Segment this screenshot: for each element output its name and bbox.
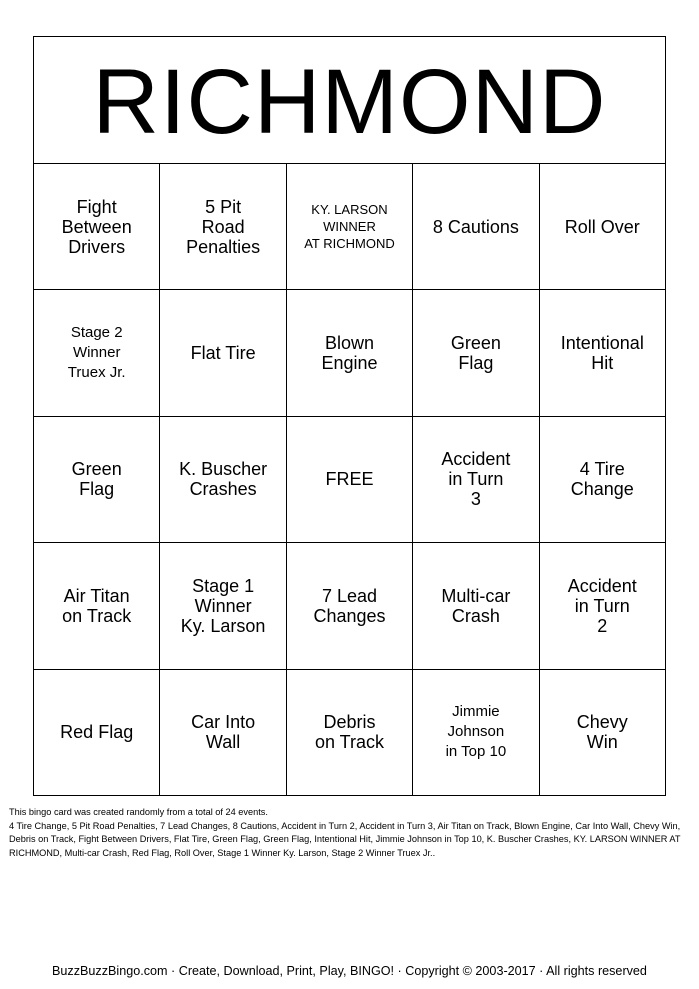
bingo-cell: [34, 164, 160, 290]
bingo-cell-label: KY. LARSON WINNER AT RICHMOND: [304, 202, 395, 252]
bingo-cell: [287, 417, 413, 543]
bingo-cell-label: K. Buscher Crashes: [179, 459, 268, 500]
bingo-cell: [413, 670, 539, 796]
card-note: [9, 806, 685, 860]
bingo-cell: [540, 290, 666, 416]
bingo-cell-label: Multi-car Crash: [441, 585, 511, 626]
bingo-cell: [287, 543, 413, 669]
bingo-cell: [540, 164, 666, 290]
bingo-cell-label: 5 Pit Road Penalties: [186, 196, 261, 257]
bingo-cell: [160, 290, 286, 416]
bingo-cell: [413, 290, 539, 416]
bingo-cell: [413, 417, 539, 543]
bingo-cell-label: 8 Cautions: [432, 216, 519, 237]
bingo-cell-label: 7 Lead Changes: [313, 585, 386, 626]
bingo-cell: [160, 164, 286, 290]
bingo-cell-label: Stage 1 Winner Ky. Larson: [180, 575, 266, 636]
bingo-cell-label: Green Flag: [450, 333, 501, 374]
bingo-cell-label: Blown Engine: [321, 333, 378, 374]
card-title: RICHMOND: [92, 51, 607, 153]
bingo-card: [33, 36, 666, 796]
bingo-cell-label: Intentional Hit: [560, 333, 644, 374]
card-title-box: [33, 36, 666, 164]
bingo-cell: [160, 670, 286, 796]
bingo-cell-label: Roll Over: [564, 216, 640, 237]
bingo-cell-label: Stage 2 Winner Truex Jr.: [67, 324, 126, 382]
bingo-cell: [34, 670, 160, 796]
bingo-cell-label: Car Into Wall: [191, 712, 256, 753]
bingo-cell: [160, 417, 286, 543]
bingo-cell-label: Chevy Win: [576, 712, 628, 753]
bingo-cell-label: Flat Tire: [190, 343, 256, 364]
bingo-grid: [33, 163, 666, 796]
bingo-cell: [34, 417, 160, 543]
bingo-cell-label: Accident in Turn 3: [441, 449, 511, 510]
bingo-cell: [287, 290, 413, 416]
bingo-cell: [34, 543, 160, 669]
bingo-cell-label: Air Titan on Track: [62, 585, 132, 626]
note-events: 4 Tire Change, 5 Pit Road Penalties, 7 Lead Changes, 8 Cautions, Accident in Turn 2, Accident in Turn 3, Air Titan on Track, Blown Engine, Car Into Wall, Chevy Win, Debris on Track, Fight Between Drivers, Flat Tire, Green Flag, Green Flag, Intentional Hit, Jimmie Johnson in Top 10, K. Buscher Crashes, KY. LARSON WINNER AT RICHMOND, Multi-car Crash, Red Flag, Roll Over, Stage 1 Winner Ky. Larson, Stage 2 Winner Truex Jr..: [9, 820, 681, 858]
bingo-cell-label: Red Flag: [60, 722, 134, 743]
bingo-cell: [413, 543, 539, 669]
bingo-cell: [287, 670, 413, 796]
bingo-cell-label: FREE: [325, 469, 374, 490]
bingo-cell: [34, 290, 160, 416]
bingo-cell-label: Fight Between Drivers: [61, 196, 132, 257]
bingo-cell: [160, 543, 286, 669]
footer-copyright: BuzzBuzzBingo.com · Create, Download, Print, Play, BINGO! · Copyright © 2003-2017 · All rights reserved: [52, 964, 647, 978]
bingo-cell-label: Jimmie Johnson in Top 10: [445, 703, 507, 761]
bingo-cell: [540, 670, 666, 796]
bingo-cell: [540, 417, 666, 543]
bingo-cell: [413, 164, 539, 290]
bingo-cell-label: Green Flag: [71, 459, 122, 500]
bingo-cell: [287, 164, 413, 290]
bingo-cell-label: Accident in Turn 2: [567, 575, 637, 636]
note-intro: This bingo card was created randomly from a total of 24 events.: [9, 807, 268, 817]
bingo-cell-label: 4 Tire Change: [570, 459, 634, 500]
bingo-cell-label: Debris on Track: [314, 712, 384, 753]
bingo-cell: [540, 543, 666, 669]
